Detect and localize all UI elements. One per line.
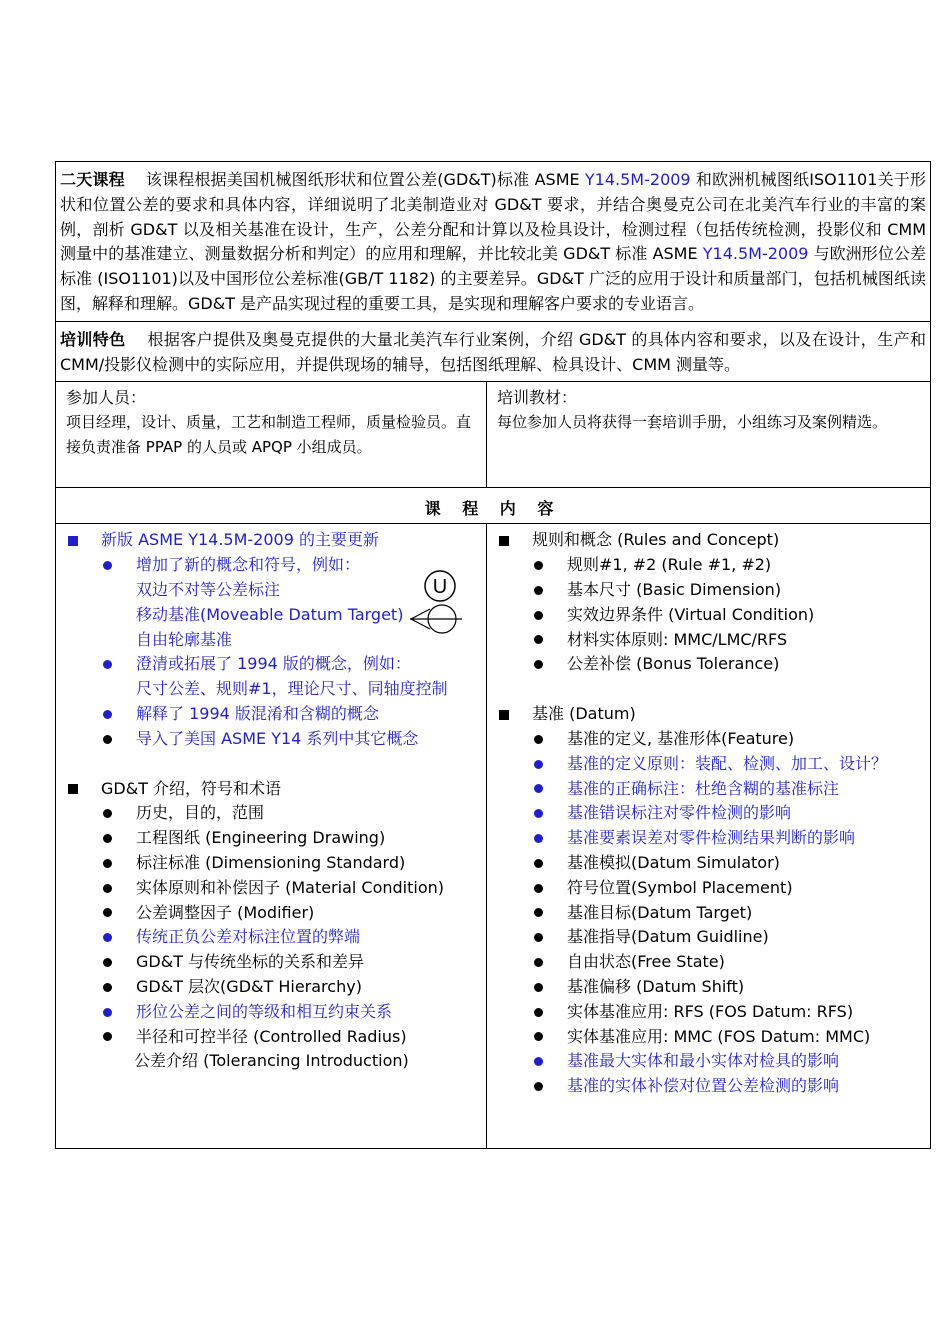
content-title: 课 程 内 容 (424, 499, 562, 519)
bullet-icon (103, 859, 112, 868)
list-item-continuation: 移动基准(Moveable Datum Target) (136, 604, 404, 624)
list-item: 符号位置(Symbol Placement) (487, 876, 930, 901)
bullet-icon (534, 1008, 543, 1017)
bullet-icon (534, 561, 543, 570)
bullet-icon (534, 760, 543, 769)
bullet-icon (103, 983, 112, 992)
movable-datum-target-icon (408, 602, 464, 636)
content-row (56, 524, 930, 1148)
list-item: 公差调整因子 (Modifier) (56, 901, 486, 926)
list-item: 基准要素误差对零件检测结果判断的影响 (487, 826, 930, 851)
bullet-icon (534, 660, 543, 669)
bullet-icon (103, 933, 112, 942)
bullet-icon (534, 1032, 543, 1041)
list-item-continuation: 自由轮廓基准 (136, 629, 233, 649)
list-item: 公差补偿 (Bonus Tolerance) (487, 652, 930, 677)
participants-label: 参加人员： (66, 388, 147, 408)
bullet-icon (103, 1008, 112, 1017)
list-item: 规则#1, #2 (Rule #1, #2) (487, 553, 930, 578)
list-item: GD&T 与传统坐标的关系和差异 (56, 950, 486, 975)
intro-text-1: 该课程根据美国机械图纸形状和位置公差(GD&T)标准 ASME (145, 170, 585, 189)
features-label: 培训特色 (60, 329, 126, 349)
list-item: 基准指导(Datum Guidline) (487, 925, 930, 950)
list-item: 基准的实体补偿对位置公差检测的影响 (487, 1074, 930, 1099)
intro-standard-2: Y14.5M-2009 (702, 244, 809, 264)
list-item: 基准最大实体和最小实体对检具的影响 (487, 1049, 930, 1074)
list-item: 基准目标(Datum Target) (487, 901, 930, 926)
list-item: 实体原则和补偿因子 (Material Condition) (56, 876, 486, 901)
list-item: 实体基准应用: MMC (FOS Datum: MMC) (487, 1025, 930, 1050)
participants-materials-row (56, 382, 930, 488)
unequal-bilateral-tolerance-icon (422, 568, 462, 604)
participants-text: 项目经理，设计、质量，工艺和制造工程师，质量检验员。直接负责准备 PPAP 的人员或 APQP 小组成员。 (66, 413, 472, 456)
spacer (56, 752, 486, 777)
intro-paragraph (56, 162, 930, 321)
list-item: 导入了美国 ASME Y14 系列中其它概念 (56, 727, 486, 752)
bullet-icon (534, 859, 543, 868)
list-item: 标注标准 (Dimensioning Standard) (56, 851, 486, 876)
list-item: 基本尺寸 (Basic Dimension) (487, 578, 930, 603)
list-item: 实效边界条件 (Virtual Condition) (487, 603, 930, 628)
bullet-icon (534, 784, 543, 793)
spacer (487, 677, 930, 702)
bullet-icon (103, 809, 112, 818)
list-item: 解释了 1994 版混淆和含糊的概念 (56, 702, 486, 727)
list-item: 历史，目的，范围 (56, 801, 486, 826)
intro-text-2: 和欧洲机械图纸ISO1101关于形状和位置公差的要求和具体内容，详细说明了北美制造业对 GD&T 要求，并结合奥曼克公司在北美汽车行业的丰富的案例，剖析 GD&T 以及相关基准在设计，生产，公差分配和计算以及检具设计，检测过程（包括传统检测，投影仪和 CMM 测量中的基准建立、测量数据分析和判定）的应用和理解，并比较北美 GD&T 标准 ASME (60, 170, 926, 264)
list-item-continuation: 双边不对等公差标注 (136, 579, 281, 599)
content-left-column (56, 524, 487, 1148)
square-bullet-icon (68, 536, 78, 546)
participants-cell (56, 382, 487, 487)
square-bullet-icon (68, 784, 78, 794)
left-section-1-title: 新版 ASME Y14.5M-2009 的主要更新 (56, 528, 486, 553)
bullet-icon (534, 1057, 543, 1066)
list-item: 实体基准应用: RFS (FOS Datum: RFS) (487, 1000, 930, 1025)
list-item: 基准模拟(Datum Simulator) (487, 851, 930, 876)
intro-standard-1: Y14.5M-2009 (584, 170, 691, 189)
left-section-2-title: GD&T 介绍，符号和术语 (56, 777, 486, 802)
list-item: 形位公差之间的等级和相互约束关系 (56, 1000, 486, 1025)
list-item: 基准的正确标注：杜绝含糊的基准标注 (487, 777, 930, 802)
list-item: 传统正负公差对标注位置的弊端 (56, 925, 486, 950)
list-item: 基准偏移 (Datum Shift) (487, 975, 930, 1000)
list-item: 半径和可控半径 (Controlled Radius) (56, 1025, 486, 1050)
course-document (55, 161, 931, 1149)
materials-cell (487, 382, 930, 487)
bullet-icon (103, 561, 112, 570)
intro-text-3: 与欧洲形位公差标准 (ISO1101)以及中国形位公差标准(GB/T 1182) 的主要差异。GD&T 广泛的应用于设计和质量部门，包括机械图纸读图，解释和理解。GD&T 是产品实现过程的重要工具，是实现和理解客户要求的专业语言。 (60, 244, 926, 313)
list-item: 材料实体原则: MMC/LMC/RFS (487, 628, 930, 653)
materials-label: 培训教材： (497, 388, 578, 408)
list-item: 自由状态(Free State) (487, 950, 930, 975)
intro-row (56, 162, 930, 322)
bullet-icon (534, 933, 543, 942)
bullet-icon (103, 958, 112, 967)
bullet-icon (534, 611, 543, 620)
features-text: 根据客户提供及奥曼克提供的大量北美汽车行业案例，介绍 GD&T 的具体内容和要求，以及在设计，生产和 CMM/投影仪检测中的实际应用，并提供现场的辅导，包括图纸理解、检具设计、CMM 测量等。 (60, 329, 926, 374)
content-title-row (56, 488, 930, 524)
bullet-icon (534, 586, 543, 595)
bullet-icon (534, 735, 543, 744)
intro-label: 二天课程 (60, 170, 125, 189)
list-item: 基准的定义原则：装配、检测、加工、设计？ (487, 752, 930, 777)
right-section-1-title: 规则和概念 (Rules and Concept) (487, 528, 930, 553)
bullet-icon (103, 735, 112, 744)
square-bullet-icon (499, 710, 509, 720)
list-item: GD&T 层次(GD&T Hierarchy) (56, 975, 486, 1000)
bullet-icon (103, 710, 112, 719)
list-item: 基准的定义, 基准形体(Feature) (487, 727, 930, 752)
bullet-icon (534, 983, 543, 992)
symbol-u-label: U (432, 576, 448, 599)
bullet-icon (534, 884, 543, 893)
bullet-icon (103, 834, 112, 843)
square-bullet-icon (499, 536, 509, 546)
bullet-icon (534, 635, 543, 644)
materials-text: 每位参加人员将获得一套培训手册，小组练习及案例精选。 (497, 413, 888, 432)
features-row (56, 322, 930, 383)
bullet-icon (534, 834, 543, 843)
bullet-icon (534, 809, 543, 818)
content-right-column (487, 524, 930, 1148)
bullet-icon (103, 1032, 112, 1041)
bullet-icon (103, 660, 112, 669)
bullet-icon (534, 958, 543, 967)
features-paragraph (56, 322, 930, 382)
bullet-icon (534, 1082, 543, 1091)
list-item: 基准错误标注对零件检测的影响 (487, 801, 930, 826)
right-section-2-title: 基准 (Datum) (487, 702, 930, 727)
bullet-icon (534, 908, 543, 917)
list-item: 澄清或拓展了 1994 版的概念，例如： (56, 652, 486, 677)
list-item-continuation: 尺寸公差、规则#1，理论尺寸、同轴度控制 (136, 679, 448, 699)
list-item: 工程图纸 (Engineering Drawing) (56, 826, 486, 851)
bullet-icon (103, 884, 112, 893)
bullet-icon (103, 908, 112, 917)
list-item: 增加了新的概念和符号，例如： (56, 553, 486, 578)
list-item-continuation: 公差介绍 (Tolerancing Introduction) (134, 1051, 409, 1071)
